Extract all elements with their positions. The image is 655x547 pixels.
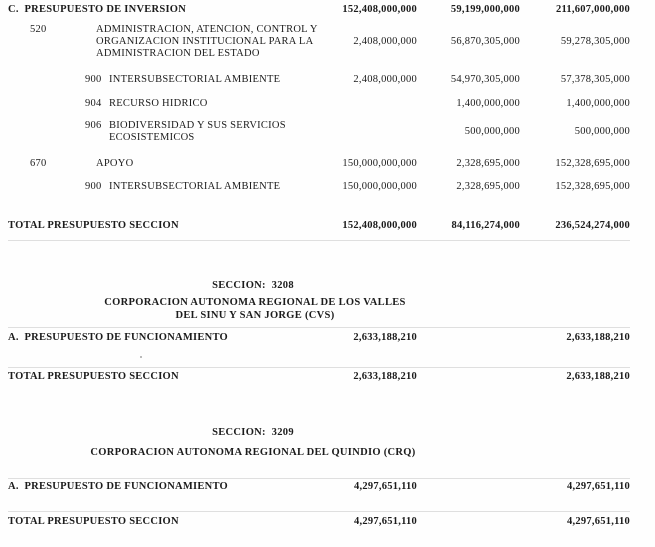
row-value-col2: 500,000,000	[464, 126, 520, 137]
scan-artifact-dot	[140, 356, 142, 358]
row-value-col3: 4,297,651,110	[566, 516, 630, 527]
row-value-col3: 211,607,000,000	[555, 4, 630, 15]
row-label: BIODIVERSIDAD Y SUS SERVICIOS ECOSISTEMICOS	[109, 120, 289, 143]
section-entity-heading: CORPORACION AUTONOMA REGIONAL DEL QUINDIO (CRQ)	[90, 447, 416, 458]
row-label: TOTAL PRESUPUESTO SECCION	[8, 220, 179, 231]
table-row	[8, 332, 630, 344]
row-label: RECURSO HIDRICO	[109, 98, 208, 109]
row-value-col2: 59,199,000,000	[450, 4, 520, 15]
row-label: TOTAL PRESUPUESTO SECCION	[8, 371, 179, 382]
row-label: A. PRESUPUESTO DE FUNCIONAMIENTO	[8, 332, 228, 343]
row-label: ADMINISTRACION, ATENCION, CONTROL Y ORGANIZACION INSTITUCIONAL PARA LA ADMINISTRACION DEL ESTADO	[96, 24, 321, 59]
table-row-total	[8, 371, 630, 383]
row-label: INTERSUBSECTORIAL AMBIENTE	[109, 181, 281, 192]
scan-hairline	[8, 478, 630, 479]
row-value-col3: 2,633,188,210	[566, 371, 630, 382]
row-value-col3: 57,378,305,000	[560, 74, 630, 85]
table-row	[8, 158, 630, 170]
table-row	[8, 74, 630, 86]
table-row	[8, 481, 630, 493]
row-value-col1: 152,408,000,000	[342, 220, 417, 231]
row-value-col2: 1,400,000,000	[456, 98, 520, 109]
subprogram-code: 906	[85, 120, 102, 131]
program-code: 520	[30, 24, 47, 35]
scan-hairline	[8, 327, 630, 328]
row-value-col1: 150,000,000,000	[342, 158, 417, 169]
scan-hairline	[8, 367, 630, 368]
row-value-col3: 4,297,651,110	[566, 481, 630, 492]
table-row-total	[8, 516, 630, 528]
row-value-col2: 2,328,695,000	[456, 158, 520, 169]
row-value-col1: 150,000,000,000	[342, 181, 417, 192]
row-value-col2: 56,870,305,000	[450, 36, 520, 47]
section-entity-heading: CORPORACION AUTONOMA REGIONAL DE LOS VALLES DEL SINU Y SAN JORGE (CVS)	[104, 297, 409, 321]
row-label: C. PRESUPUESTO DE INVERSION	[8, 4, 187, 15]
row-value-col2: 2,328,695,000	[456, 181, 520, 192]
row-value-col3: 500,000,000	[574, 126, 630, 137]
table-row-total	[8, 220, 630, 232]
section-number-heading: SECCION: 3208	[212, 280, 294, 291]
subprogram-code: 900	[85, 181, 102, 192]
row-value-col1: 2,633,188,210	[353, 371, 417, 382]
scan-hairline	[8, 511, 630, 512]
table-row	[8, 181, 630, 193]
row-label: INTERSUBSECTORIAL AMBIENTE	[109, 74, 281, 85]
row-value-col1: 2,633,188,210	[353, 332, 417, 343]
section-number-heading: SECCION: 3209	[212, 427, 294, 438]
row-value-col3: 2,633,188,210	[566, 332, 630, 343]
row-value-col3: 152,328,695,000	[555, 181, 630, 192]
row-label: TOTAL PRESUPUESTO SECCION	[8, 516, 179, 527]
row-value-col3: 59,278,305,000	[560, 36, 630, 47]
table-row	[8, 98, 630, 110]
row-value-col1: 2,408,000,000	[353, 74, 417, 85]
scan-hairline	[8, 240, 630, 241]
row-label: A. PRESUPUESTO DE FUNCIONAMIENTO	[8, 481, 228, 492]
row-value-col1: 4,297,651,110	[353, 481, 417, 492]
table-row	[8, 120, 630, 144]
row-label: APOYO	[96, 158, 134, 169]
row-value-col1: 152,408,000,000	[342, 4, 417, 15]
subprogram-code: 900	[85, 74, 102, 85]
row-value-col3: 1,400,000,000	[566, 98, 630, 109]
row-value-col2: 54,970,305,000	[450, 74, 520, 85]
row-value-col2: 84,116,274,000	[451, 220, 520, 231]
row-value-col3: 152,328,695,000	[555, 158, 630, 169]
table-row	[8, 24, 630, 60]
table-row	[8, 4, 630, 16]
row-value-col1: 4,297,651,110	[353, 516, 417, 527]
row-value-col3: 236,524,274,000	[555, 220, 630, 231]
program-code: 670	[30, 158, 47, 169]
row-value-col1: 2,408,000,000	[353, 36, 417, 47]
subprogram-code: 904	[85, 98, 102, 109]
